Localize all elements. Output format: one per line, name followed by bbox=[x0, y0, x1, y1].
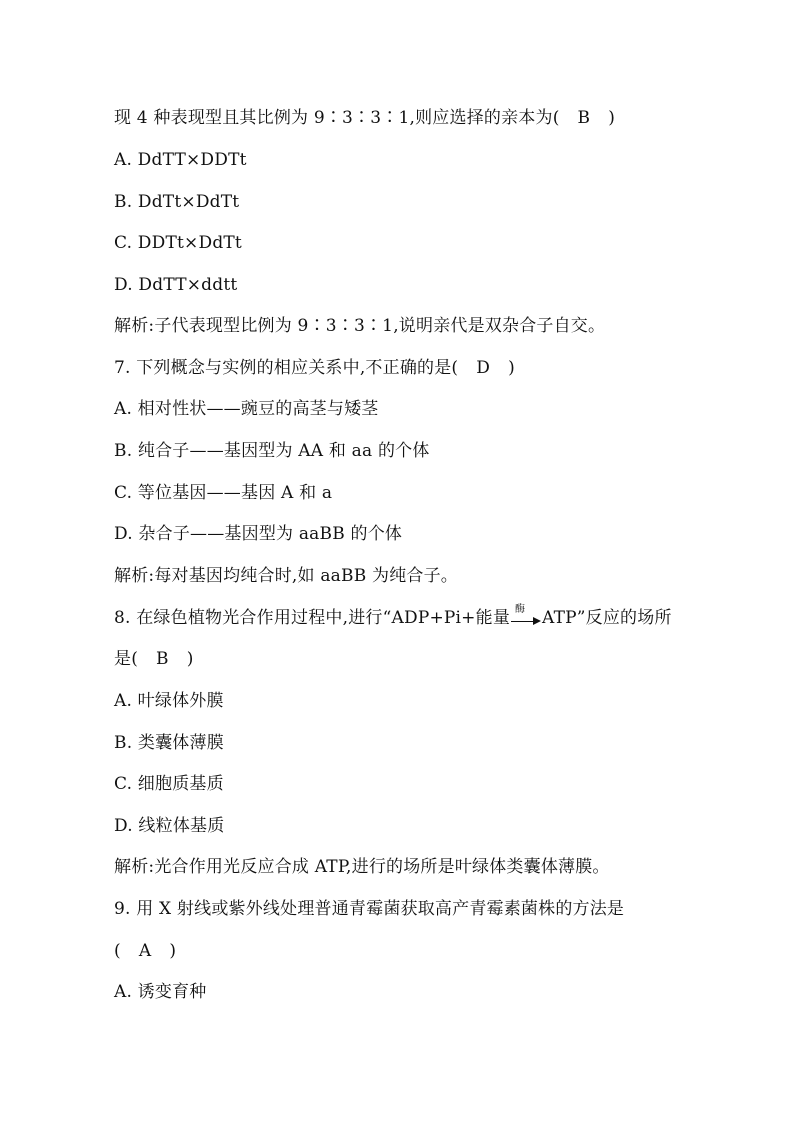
q7-option-c: C. 等位基因——基因 A 和 a bbox=[114, 483, 333, 503]
q8-answer: B bbox=[156, 649, 169, 669]
q6-option-a: A. DdTT×DDTt bbox=[114, 150, 247, 170]
q7-close-paren: ) bbox=[508, 358, 515, 378]
q6-option-b: B. DdTt×DdTt bbox=[114, 192, 240, 212]
q9-answer: A bbox=[138, 941, 152, 961]
q9-stem-line2-text: ( bbox=[114, 941, 121, 961]
q8-stem-line2 bbox=[114, 647, 194, 671]
q8-option-b: B. 类囊体薄膜 bbox=[114, 733, 224, 753]
q6-option-d: D. DdTT×ddtt bbox=[114, 275, 238, 295]
q9-close-paren: ) bbox=[169, 941, 177, 961]
q7-option-a: A. 相对性状——豌豆的高茎与矮茎 bbox=[114, 399, 379, 419]
q9-option-a: A. 诱变育种 bbox=[114, 982, 207, 1002]
q6-stem-text: 现 4 种表现型且其比例为 9∶3∶3∶1,则应选择的亲本为( bbox=[114, 108, 560, 128]
q8-close-paren: ) bbox=[186, 649, 194, 669]
q7-option-b: B. 纯合子——基因型为 AA 和 aa 的个体 bbox=[114, 441, 430, 461]
q8-stem-part2: ATP”反应的场所 bbox=[542, 608, 672, 628]
q8-stem-line bbox=[114, 603, 672, 630]
q9-stem-line: 9. 用 X 射线或紫外线处理普通青霉菌获取高产青霉素菌株的方法是 bbox=[114, 899, 625, 919]
q9-stem-line2 bbox=[114, 939, 176, 963]
reaction-arrow-icon bbox=[511, 603, 541, 628]
q6-analysis: 解析:子代表现型比例为 9∶3∶3∶1,说明亲代是双杂合子自交。 bbox=[114, 316, 606, 336]
q7-answer: D bbox=[476, 358, 491, 378]
q8-stem-part1: 8. 在绿色植物光合作用过程中,进行“ADP+Pi+能量 bbox=[114, 608, 511, 628]
q8-option-d: D. 线粒体基质 bbox=[114, 816, 225, 836]
q6-option-c: C. DDTt×DdTt bbox=[114, 233, 242, 253]
q7-stem-line bbox=[114, 356, 515, 380]
q8-stem-line2-text: 是( bbox=[114, 649, 139, 669]
enzyme-label: 酶 bbox=[515, 603, 526, 615]
q7-stem-text: 7. 下列概念与实例的相应关系中,不正确的是( bbox=[114, 358, 459, 378]
q8-option-a: A. 叶绿体外膜 bbox=[114, 691, 224, 711]
q6-close-paren: ) bbox=[608, 108, 616, 128]
q6-stem-line bbox=[114, 106, 615, 130]
q7-analysis: 解析:每对基因均纯合时,如 aaBB 为纯合子。 bbox=[114, 566, 458, 586]
q8-analysis: 解析:光合作用光反应合成 ATP,进行的场所是叶绿体类囊体薄膜。 bbox=[114, 857, 610, 877]
q6-answer: B bbox=[577, 108, 591, 128]
q7-option-d: D. 杂合子——基因型为 aaBB 的个体 bbox=[114, 524, 403, 544]
q8-option-c: C. 细胞质基质 bbox=[114, 774, 224, 794]
